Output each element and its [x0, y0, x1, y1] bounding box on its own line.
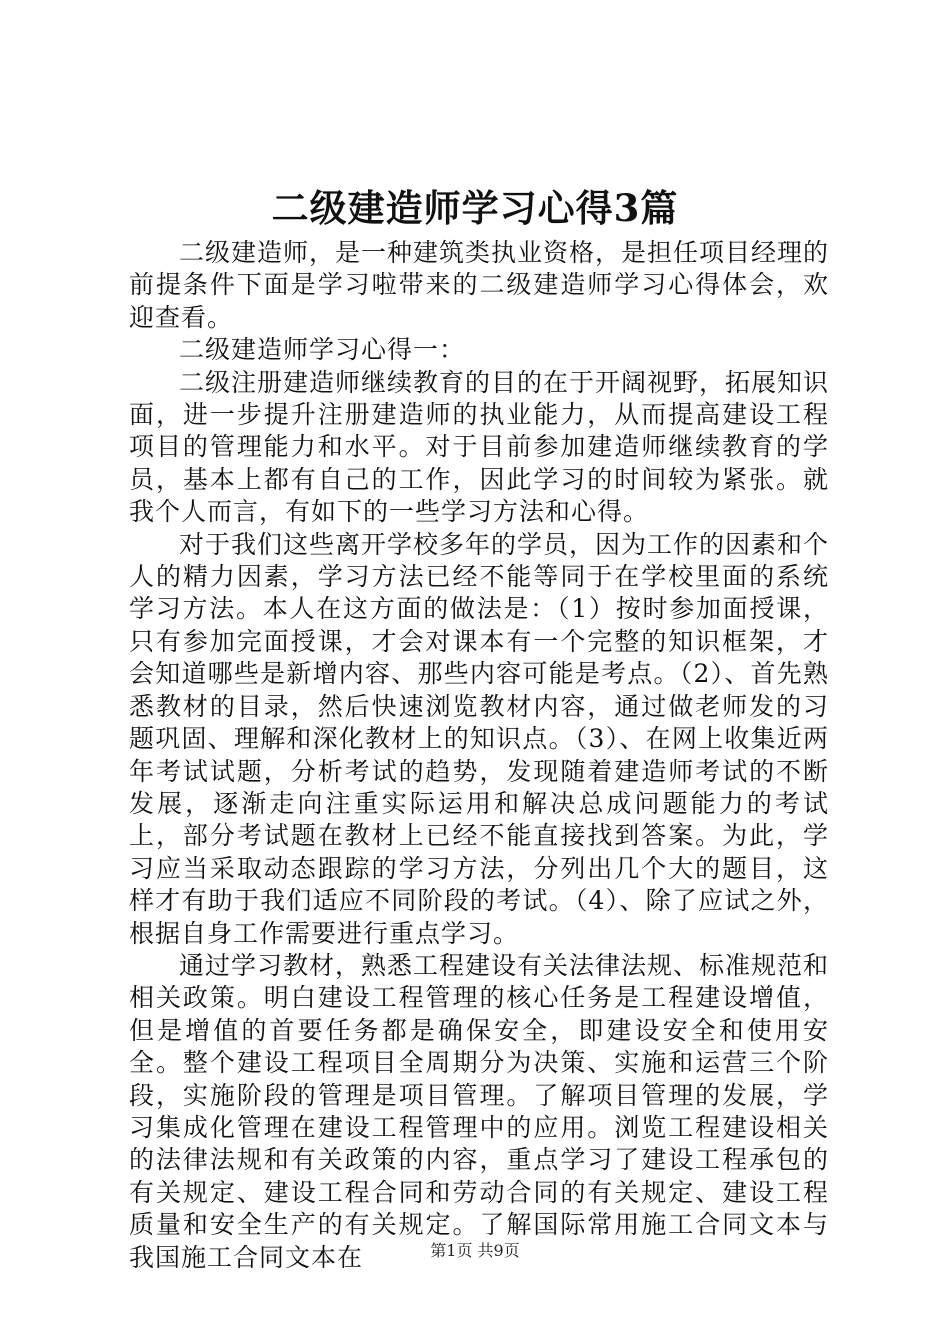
- document-body: [129, 237, 829, 1274]
- section-heading-1: 二级建造师学习心得一：: [179, 335, 466, 365]
- paragraph-textbook-study: 通过学习教材，熟悉工程建设有关法律法规、标准规范和相关政策。明白建设工程管理的核心任务是工程建设增值，但是增值的首要任务都是确保安全，即建设安全和使用安全。整个建设工程项目全周期分为决策、实施和运营三个阶段，实施阶段的管理是项目管理。了解项目管理的发展，学习集成化管理在建设工程管理中的应用。浏览工程建设相关的法律法规和有关政策的内容，重点学习了建设工程承包的有关规定、建设工程合同和劳动合同的有关规定、建设工程质量和安全生产的有关规定。了解国际常用施工合同文本与我国施工合同文本在: [129, 950, 830, 1272]
- paragraph-intro: 二级建造师，是一种建筑类执业资格，是担任项目经理的前提条件下面是学习啦带来的二级建造师学习心得体会，欢迎查看。: [129, 238, 830, 332]
- page-number-footer: 第1页 共9页: [430, 1241, 520, 1260]
- paragraph-continuing-education: 二级注册建造师继续教育的目的在于开阔视野，拓展知识面，进一步提升注册建造师的执业能力，从而提高建设工程项目的管理能力和水平。对于目前参加建造师继续教育的学员，基本上都有自己的工作，因此学习的时间较为紧张。就我个人而言，有如下的一些学习方法和心得。: [129, 367, 830, 527]
- paragraph-study-methods: 对于我们这些离开学校多年的学员，因为工作的因素和个人的精力因素，学习方法已经不能等同于在学校里面的系统学习方法。本人在这方面的做法是：（1）按时参加面授课，只有参加完面授课，才会对课本有一个完整的知识框架，才会知道哪些是新增内容、那些内容可能是考点。（2）、首先熟悉教材的目录，然后快速浏览教材内容，通过做老师发的习题巩固、理解和深化教材上的知识点。（3）、在网上收集近两年考试试题，分析考试的趋势，发现随着建造师考试的不断发展，逐渐走向注重实际运用和解决总成问题能力的考试上，部分考试题在教材上已经不能直接找到答案。为此，学习应当采取动态跟踪的学习方法，分列出几个大的题目，这样才有助于我们适应不同阶段的考试。（4）、除了应试之外，根据自身工作需要进行重点学习。: [129, 529, 830, 948]
- document-title: 二级建造师学习心得3篇: [271, 186, 679, 230]
